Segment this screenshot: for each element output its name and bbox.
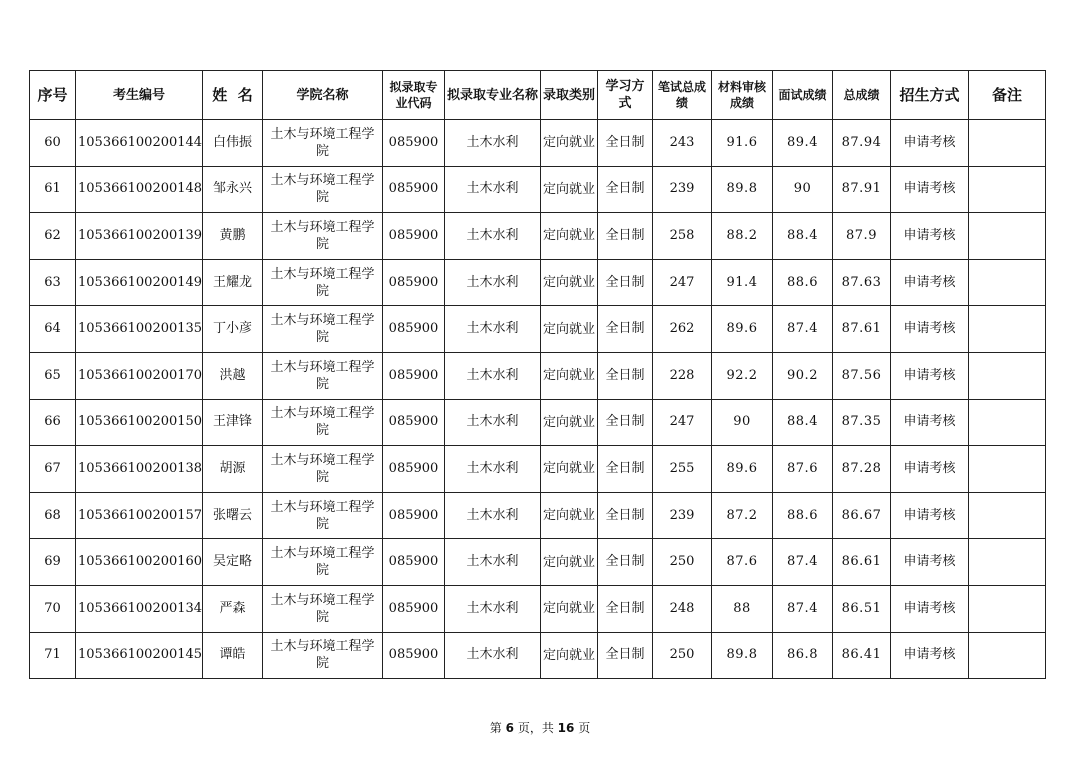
cell-index: 66 [30, 399, 76, 446]
cell-college: 土木与环境工程学院 [263, 492, 383, 539]
cell-major-code: 085900 [383, 352, 445, 399]
cell-enrollment-method: 申请考核 [891, 166, 969, 213]
cell-total-score: 87.28 [833, 446, 891, 493]
cell-college: 土木与环境工程学院 [263, 632, 383, 679]
cell-name: 王耀龙 [203, 259, 263, 306]
footer-suffix: 页 [578, 721, 591, 735]
cell-major-code: 085900 [383, 306, 445, 353]
cell-name: 吴定略 [203, 539, 263, 586]
cell-material-score: 89.8 [712, 166, 773, 213]
cell-major-code: 085900 [383, 213, 445, 260]
cell-major-name: 土木水利 [445, 120, 541, 167]
cell-enrollment-method: 申请考核 [891, 259, 969, 306]
cell-index: 71 [30, 632, 76, 679]
cell-material-score: 92.2 [712, 352, 773, 399]
cell-candidate-id: 105366100200170 [76, 352, 203, 399]
header-cell-material-score: 材料审核成绩 [712, 71, 773, 120]
cell-remarks [969, 306, 1046, 353]
cell-index: 63 [30, 259, 76, 306]
cell-remarks [969, 399, 1046, 446]
table-row [30, 259, 1046, 306]
cell-admission-type: 定向就业 [541, 446, 598, 493]
cell-study-mode: 全日制 [598, 120, 653, 167]
cell-enrollment-method: 申请考核 [891, 632, 969, 679]
header-cell-remarks: 备注 [969, 71, 1046, 120]
cell-remarks [969, 213, 1046, 260]
cell-candidate-id: 105366100200157 [76, 492, 203, 539]
cell-major-name: 土木水利 [445, 492, 541, 539]
cell-college: 土木与环境工程学院 [263, 585, 383, 632]
cell-major-code: 085900 [383, 585, 445, 632]
header-cell-major-name: 拟录取专业名称 [445, 71, 541, 120]
table-row [30, 166, 1046, 213]
cell-total-score: 86.67 [833, 492, 891, 539]
cell-admission-type: 定向就业 [541, 352, 598, 399]
cell-enrollment-method: 申请考核 [891, 585, 969, 632]
cell-admission-type: 定向就业 [541, 492, 598, 539]
header-cell-major-code: 拟录取专业代码 [383, 71, 445, 120]
cell-enrollment-method: 申请考核 [891, 492, 969, 539]
cell-major-name: 土木水利 [445, 352, 541, 399]
cell-study-mode: 全日制 [598, 399, 653, 446]
cell-name: 胡源 [203, 446, 263, 493]
cell-college: 土木与环境工程学院 [263, 120, 383, 167]
cell-interview-score: 88.6 [773, 492, 833, 539]
cell-interview-score: 87.6 [773, 446, 833, 493]
cell-written-score: 250 [653, 632, 712, 679]
cell-total-score: 87.94 [833, 120, 891, 167]
cell-interview-score: 87.4 [773, 585, 833, 632]
cell-index: 62 [30, 213, 76, 260]
cell-admission-type: 定向就业 [541, 539, 598, 586]
header-cell-study-mode: 学习方式 [598, 71, 653, 120]
cell-major-code: 085900 [383, 446, 445, 493]
cell-total-score: 87.63 [833, 259, 891, 306]
cell-enrollment-method: 申请考核 [891, 399, 969, 446]
cell-major-code: 085900 [383, 399, 445, 446]
cell-college: 土木与环境工程学院 [263, 259, 383, 306]
cell-written-score: 248 [653, 585, 712, 632]
cell-interview-score: 89.4 [773, 120, 833, 167]
cell-written-score: 239 [653, 166, 712, 213]
cell-index: 70 [30, 585, 76, 632]
cell-study-mode: 全日制 [598, 632, 653, 679]
admission-table [29, 70, 1046, 679]
cell-major-code: 085900 [383, 632, 445, 679]
header-cell-enrollment-method: 招生方式 [891, 71, 969, 120]
cell-study-mode: 全日制 [598, 259, 653, 306]
cell-name: 丁小彦 [203, 306, 263, 353]
cell-enrollment-method: 申请考核 [891, 352, 969, 399]
cell-remarks [969, 166, 1046, 213]
cell-interview-score: 88.4 [773, 213, 833, 260]
cell-candidate-id: 105366100200150 [76, 399, 203, 446]
cell-admission-type: 定向就业 [541, 166, 598, 213]
cell-written-score: 239 [653, 492, 712, 539]
cell-candidate-id: 105366100200145 [76, 632, 203, 679]
cell-total-score: 86.61 [833, 539, 891, 586]
cell-major-name: 土木水利 [445, 259, 541, 306]
cell-written-score: 262 [653, 306, 712, 353]
cell-college: 土木与环境工程学院 [263, 306, 383, 353]
cell-remarks [969, 120, 1046, 167]
header-cell-college: 学院名称 [263, 71, 383, 120]
cell-major-name: 土木水利 [445, 585, 541, 632]
cell-written-score: 250 [653, 539, 712, 586]
footer-prefix: 第 [489, 721, 502, 735]
header-cell-interview-score: 面试成绩 [773, 71, 833, 120]
cell-material-score: 89.6 [712, 306, 773, 353]
cell-study-mode: 全日制 [598, 539, 653, 586]
cell-enrollment-method: 申请考核 [891, 213, 969, 260]
cell-college: 土木与环境工程学院 [263, 213, 383, 260]
table-row [30, 446, 1046, 493]
cell-name: 黄鹏 [203, 213, 263, 260]
header-cell-candidate-id: 考生编号 [76, 71, 203, 120]
cell-material-score: 91.6 [712, 120, 773, 167]
cell-admission-type: 定向就业 [541, 306, 598, 353]
footer-mid: 页，共 [517, 721, 554, 735]
cell-total-score: 87.61 [833, 306, 891, 353]
cell-major-name: 土木水利 [445, 399, 541, 446]
cell-admission-type: 定向就业 [541, 120, 598, 167]
cell-major-name: 土木水利 [445, 306, 541, 353]
cell-college: 土木与环境工程学院 [263, 166, 383, 213]
cell-admission-type: 定向就业 [541, 632, 598, 679]
cell-candidate-id: 105366100200134 [76, 585, 203, 632]
cell-college: 土木与环境工程学院 [263, 539, 383, 586]
cell-candidate-id: 105366100200139 [76, 213, 203, 260]
cell-remarks [969, 632, 1046, 679]
cell-major-code: 085900 [383, 539, 445, 586]
cell-major-name: 土木水利 [445, 213, 541, 260]
cell-total-score: 87.9 [833, 213, 891, 260]
cell-index: 60 [30, 120, 76, 167]
cell-remarks [969, 352, 1046, 399]
header-cell-name: 姓 名 [203, 71, 263, 120]
cell-interview-score: 86.8 [773, 632, 833, 679]
cell-name: 谭皓 [203, 632, 263, 679]
cell-material-score: 87.6 [712, 539, 773, 586]
cell-name: 洪越 [203, 352, 263, 399]
cell-interview-score: 90.2 [773, 352, 833, 399]
cell-candidate-id: 105366100200160 [76, 539, 203, 586]
cell-interview-score: 88.4 [773, 399, 833, 446]
cell-written-score: 247 [653, 399, 712, 446]
table-row [30, 352, 1046, 399]
cell-total-score: 86.51 [833, 585, 891, 632]
table-row [30, 120, 1046, 167]
cell-name: 王津锋 [203, 399, 263, 446]
cell-candidate-id: 105366100200138 [76, 446, 203, 493]
cell-candidate-id: 105366100200148 [76, 166, 203, 213]
cell-material-score: 89.8 [712, 632, 773, 679]
cell-material-score: 88 [712, 585, 773, 632]
table-row [30, 632, 1046, 679]
table-body [30, 120, 1046, 679]
cell-index: 64 [30, 306, 76, 353]
cell-candidate-id: 105366100200144 [76, 120, 203, 167]
table-row [30, 539, 1046, 586]
cell-remarks [969, 259, 1046, 306]
header-cell-index: 序号 [30, 71, 76, 120]
cell-enrollment-method: 申请考核 [891, 446, 969, 493]
cell-candidate-id: 105366100200135 [76, 306, 203, 353]
cell-college: 土木与环境工程学院 [263, 399, 383, 446]
table-row [30, 213, 1046, 260]
cell-written-score: 255 [653, 446, 712, 493]
header-cell-admission-type: 录取类别 [541, 71, 598, 120]
cell-name: 邹永兴 [203, 166, 263, 213]
cell-remarks [969, 585, 1046, 632]
cell-index: 65 [30, 352, 76, 399]
cell-major-name: 土木水利 [445, 166, 541, 213]
cell-study-mode: 全日制 [598, 306, 653, 353]
cell-written-score: 247 [653, 259, 712, 306]
cell-interview-score: 90 [773, 166, 833, 213]
table-row [30, 585, 1046, 632]
table-row [30, 399, 1046, 446]
cell-total-score: 87.35 [833, 399, 891, 446]
cell-remarks [969, 492, 1046, 539]
table-row [30, 306, 1046, 353]
cell-name: 严森 [203, 585, 263, 632]
cell-index: 69 [30, 539, 76, 586]
cell-material-score: 89.6 [712, 446, 773, 493]
cell-interview-score: 87.4 [773, 539, 833, 586]
cell-major-code: 085900 [383, 492, 445, 539]
table-row [30, 492, 1046, 539]
cell-major-name: 土木水利 [445, 539, 541, 586]
cell-remarks [969, 539, 1046, 586]
cell-total-score: 87.91 [833, 166, 891, 213]
cell-admission-type: 定向就业 [541, 399, 598, 446]
cell-enrollment-method: 申请考核 [891, 306, 969, 353]
header-cell-written-score: 笔试总成绩 [653, 71, 712, 120]
cell-major-code: 085900 [383, 166, 445, 213]
admission-table-container [29, 70, 1045, 679]
cell-major-name: 土木水利 [445, 632, 541, 679]
cell-study-mode: 全日制 [598, 352, 653, 399]
cell-admission-type: 定向就业 [541, 213, 598, 260]
cell-total-score: 87.56 [833, 352, 891, 399]
cell-index: 68 [30, 492, 76, 539]
cell-index: 67 [30, 446, 76, 493]
cell-material-score: 90 [712, 399, 773, 446]
cell-enrollment-method: 申请考核 [891, 120, 969, 167]
cell-total-score: 86.41 [833, 632, 891, 679]
cell-name: 白伟振 [203, 120, 263, 167]
cell-candidate-id: 105366100200149 [76, 259, 203, 306]
footer-total-pages: 16 [557, 721, 575, 735]
cell-material-score: 88.2 [712, 213, 773, 260]
cell-remarks [969, 446, 1046, 493]
header-cell-total-score: 总成绩 [833, 71, 891, 120]
cell-interview-score: 88.6 [773, 259, 833, 306]
cell-admission-type: 定向就业 [541, 259, 598, 306]
cell-college: 土木与环境工程学院 [263, 352, 383, 399]
cell-study-mode: 全日制 [598, 446, 653, 493]
cell-enrollment-method: 申请考核 [891, 539, 969, 586]
cell-written-score: 228 [653, 352, 712, 399]
cell-study-mode: 全日制 [598, 166, 653, 213]
cell-index: 61 [30, 166, 76, 213]
cell-major-code: 085900 [383, 259, 445, 306]
header-row [30, 71, 1046, 120]
cell-material-score: 91.4 [712, 259, 773, 306]
cell-major-code: 085900 [383, 120, 445, 167]
cell-interview-score: 87.4 [773, 306, 833, 353]
cell-college: 土木与环境工程学院 [263, 446, 383, 493]
cell-written-score: 258 [653, 213, 712, 260]
footer-page-number: 6 [505, 721, 514, 735]
cell-written-score: 243 [653, 120, 712, 167]
cell-major-name: 土木水利 [445, 446, 541, 493]
cell-study-mode: 全日制 [598, 492, 653, 539]
cell-study-mode: 全日制 [598, 213, 653, 260]
cell-name: 张曙云 [203, 492, 263, 539]
cell-admission-type: 定向就业 [541, 585, 598, 632]
cell-material-score: 87.2 [712, 492, 773, 539]
cell-study-mode: 全日制 [598, 585, 653, 632]
page-footer [0, 719, 1080, 736]
